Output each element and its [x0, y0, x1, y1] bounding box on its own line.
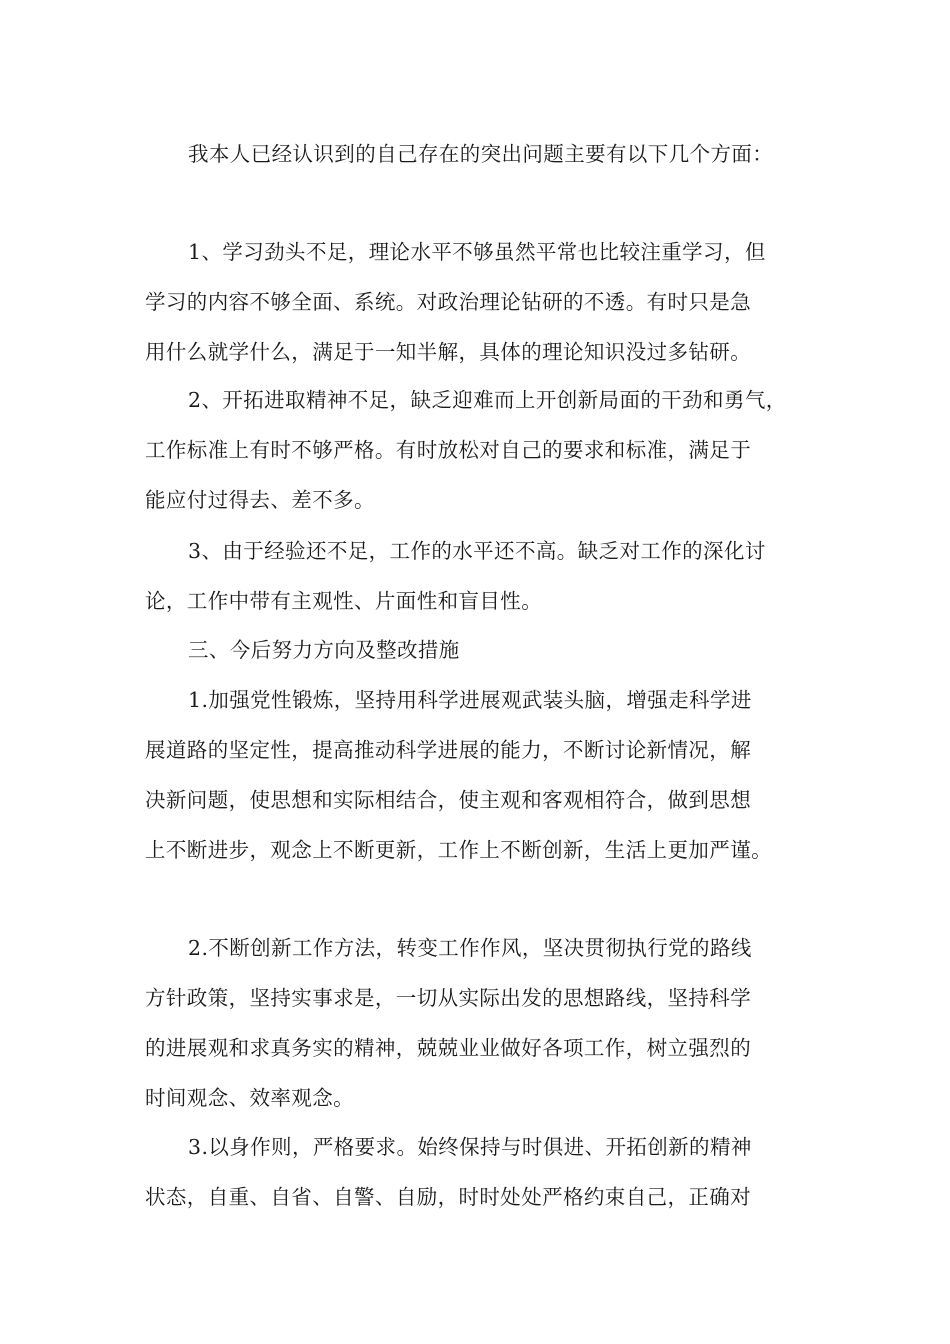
- section-heading: 三、今后努力方向及整改措施: [188, 638, 460, 662]
- measure-2-line-1: 2.不断创新工作方法，转变工作作风，坚决贯彻执行党的路线: [188, 936, 752, 960]
- item-3-line-2: 论，工作中带有主观性、片面性和盲目性。: [145, 589, 543, 613]
- measure-2-line-3: 的进展观和求真务实的精神，兢兢业业做好各项工作，树立强烈的: [145, 1036, 752, 1060]
- item-3-line-1: 3、由于经验还不足，工作的水平还不高。缺乏对工作的深化讨: [188, 539, 766, 563]
- measure-2-line-2: 方针政策，坚持实事求是，一切从实际出发的思想路线，坚持科学: [145, 986, 752, 1010]
- measure-3-line-1: 3.以身作则，严格要求。始终保持与时俱进、开拓创新的精神: [188, 1135, 752, 1159]
- item-2-line-3: 能应付过得去、差不多。: [145, 488, 375, 512]
- item-1-line-2: 学习的内容不够全面、系统。对政治理论钻研的不透。有时只是急: [145, 290, 752, 314]
- measure-3-line-2: 状态，自重、自省、自警、自励，时时处处严格约束自己，正确对: [145, 1185, 752, 1209]
- item-1-line-1: 1、学习劲头不足，理论水平不够虽然平常也比较注重学习，但: [188, 240, 766, 264]
- item-1-line-3: 用什么就学什么，满足于一知半解，具体的理论知识没过多钻研。: [145, 340, 752, 364]
- measure-1-line-4: 上不断进步，观念上不断更新，工作上不断创新，生活上更加严谨。: [145, 838, 772, 862]
- measure-1-line-1: 1.加强党性锻炼，坚持用科学进展观武装头脑，增强走科学进: [188, 688, 752, 712]
- item-2-line-1: 2、开拓进取精神不足，缺乏迎难而上开创新局面的干劲和勇气，: [188, 388, 787, 412]
- measure-1-line-3: 决新问题，使思想和实际相结合，使主观和客观相符合，做到思想: [145, 788, 752, 812]
- measure-2-line-4: 时间观念、效率观念。: [145, 1086, 354, 1110]
- item-2-line-2: 工作标准上有时不够严格。有时放松对自己的要求和标准，满足于: [145, 438, 752, 462]
- measure-1-line-2: 展道路的坚定性，提高推动科学进展的能力，不断讨论新情况，解: [145, 738, 752, 762]
- intro-line: 我本人已经认识到的自己存在的突出问题主要有以下几个方面：: [188, 142, 774, 166]
